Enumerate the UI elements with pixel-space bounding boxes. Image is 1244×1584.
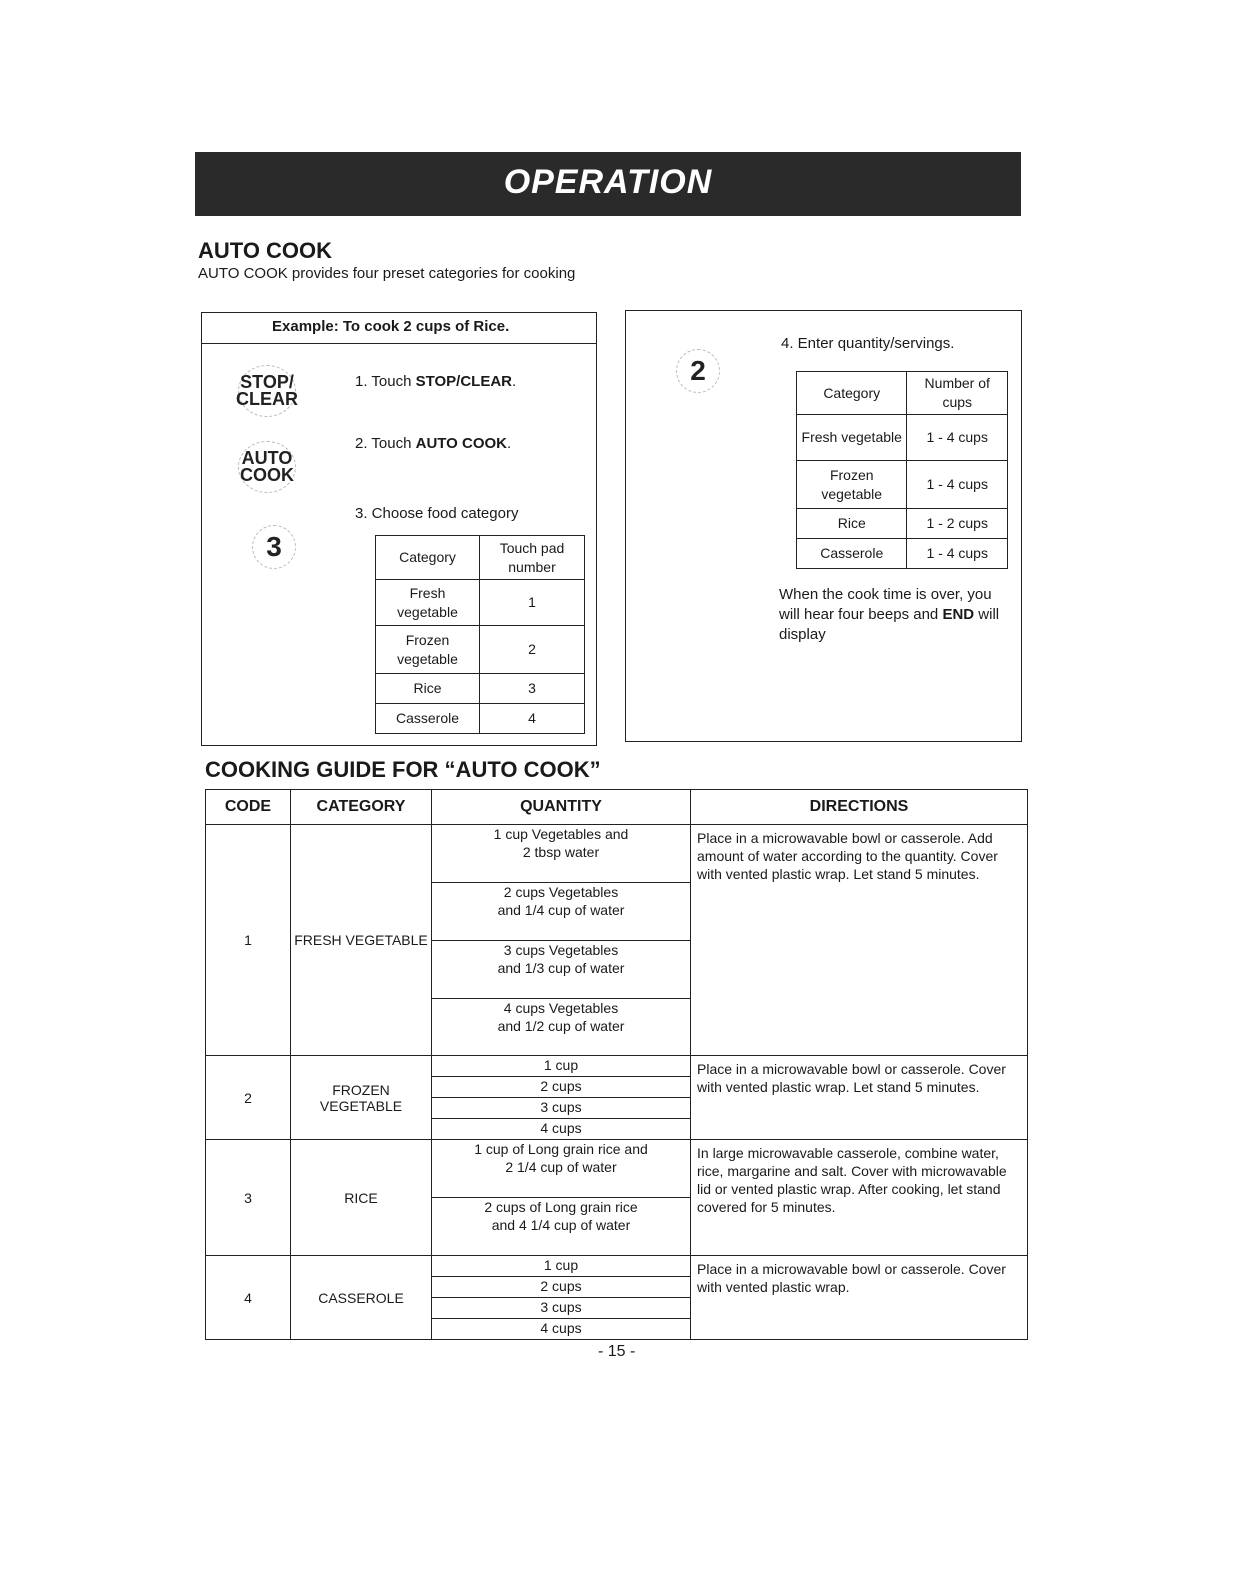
- touch-pad-table: [375, 535, 585, 734]
- guide-directions: Place in a microwavable bowl or casserole. Cover with vented plastic wrap.: [691, 1256, 1028, 1340]
- touch-pad-cell: Rice: [376, 674, 480, 704]
- touch-pad-header-category: Category: [376, 536, 480, 580]
- guide-category: FRESH VEGETABLE: [291, 825, 432, 1056]
- quantity-item: 1 cup: [432, 1256, 690, 1277]
- end-note-suffix: will display: [779, 606, 1000, 643]
- quantity-item: 3 cups Vegetables and 1/3 cup of water: [432, 941, 690, 999]
- quantity-item: 2 cups: [432, 1077, 690, 1098]
- touch-pad-cell: Casserole: [376, 704, 480, 734]
- quantity-item: 4 cups: [540, 1120, 582, 1136]
- step-1-prefix: 1. Touch: [355, 373, 416, 390]
- cups-cell: Casserole: [797, 539, 907, 569]
- table-row: [206, 825, 1028, 1056]
- guide-quantities: [432, 1140, 691, 1256]
- step-1-key: STOP/CLEAR: [415, 373, 513, 390]
- quantity-item: 2 cups: [432, 1277, 690, 1298]
- touch-pad-cell: Fresh vegetable: [376, 580, 480, 626]
- step-3: 3. Choose food category: [355, 505, 519, 522]
- guide-directions: Place in a microwavable bowl or casserole. Add amount of water according to the quantity. Cover with vented plastic wrap. Let stand 5 minutes.: [691, 825, 1028, 1056]
- cups-cell: 1 - 4 cups: [907, 415, 1008, 461]
- quantity-item: 3 cups: [432, 1298, 690, 1319]
- guide-header-quantity: QUANTITY: [432, 790, 691, 825]
- table-row: [206, 1056, 1028, 1140]
- guide-code: 3: [206, 1140, 291, 1256]
- banner-title: OPERATION: [503, 163, 713, 201]
- guide-header-category: CATEGORY: [291, 790, 432, 825]
- auto-cook-heading: AUTO COOK: [198, 238, 333, 263]
- touch-pad-cell: Frozen vegetable: [376, 626, 480, 674]
- guide-header-directions: DIRECTIONS: [691, 790, 1028, 825]
- cups-cell: Rice: [797, 509, 907, 539]
- cups-cell: 1 - 4 cups: [907, 539, 1008, 569]
- touch-pad-cell: 4: [480, 704, 585, 734]
- guide-code: 2: [206, 1056, 291, 1140]
- quantity-item: 3 cups: [432, 1098, 690, 1119]
- cups-header-number: Number of cups: [907, 372, 1008, 415]
- end-note-prefix: When the cook time is over, you will hear four beeps and: [779, 586, 992, 623]
- cooking-guide-heading: COOKING GUIDE FOR “AUTO COOK”: [205, 757, 601, 782]
- end-note: [779, 585, 1015, 645]
- quantity-item: 2 cups of Long grain rice and 4 1/4 cup of water: [484, 1199, 638, 1233]
- operation-banner: [195, 152, 1021, 216]
- touch-pad-cell: 2: [480, 626, 585, 674]
- guide-code: 1: [206, 825, 291, 1056]
- guide-category: RICE: [291, 1140, 432, 1256]
- cups-cell: 1 - 4 cups: [907, 461, 1008, 509]
- step-4: 4. Enter quantity/servings.: [781, 335, 955, 352]
- step-1: [355, 373, 516, 390]
- step-2-number-icon: 2: [676, 349, 720, 393]
- guide-quantities: [432, 1256, 691, 1340]
- example-panel: [201, 312, 597, 746]
- touch-pad-header-number: Touch pad number: [480, 536, 585, 580]
- quantity-item: 2 cups Vegetables and 1/4 cup of water: [432, 883, 690, 941]
- cups-cell: Frozen vegetable: [797, 461, 907, 509]
- number-of-cups-table: [796, 371, 1008, 569]
- step-1-suffix: .: [512, 373, 517, 390]
- guide-directions: Place in a microwavable bowl or casserole. Cover with vented plastic wrap. Let stand 5 minutes.: [691, 1056, 1028, 1140]
- guide-category: CASSEROLE: [291, 1256, 432, 1340]
- guide-category: FROZEN VEGETABLE: [291, 1056, 432, 1140]
- guide-directions: In large microwavable casserole, combine water, rice, margarine and salt. Cover with microwavable lid or vented plastic wrap. After cooking, let stand covered for 5 minutes.: [691, 1140, 1028, 1256]
- step-2-key: AUTO COOK: [415, 435, 508, 452]
- step-3-number-icon: 3: [252, 525, 296, 569]
- cooking-guide-table: [205, 789, 1028, 1340]
- quantity-item: 4 cups: [540, 1320, 582, 1336]
- page-number: - 15 -: [598, 1343, 636, 1360]
- guide-code: 4: [206, 1256, 291, 1340]
- quantity-item: 4 cups Vegetables and 1/2 cup of water: [497, 1000, 625, 1034]
- example-header: Example: To cook 2 cups of Rice.: [202, 313, 596, 344]
- guide-header-code: CODE: [206, 790, 291, 825]
- quantity-item: 1 cup of Long grain rice and 2 1/4 cup of water: [432, 1140, 690, 1198]
- table-row: [206, 1256, 1028, 1340]
- quantity-panel: [625, 310, 1022, 742]
- end-note-key: END: [942, 606, 975, 623]
- touch-pad-cell: 1: [480, 580, 585, 626]
- cups-header-category: Category: [797, 372, 907, 415]
- step-2: [355, 435, 511, 452]
- cups-cell: Fresh vegetable: [797, 415, 907, 461]
- auto-cook-button-icon: AUTO COOK: [238, 441, 296, 493]
- table-row: [206, 1140, 1028, 1256]
- touch-pad-cell: 3: [480, 674, 585, 704]
- guide-quantities: [432, 1056, 691, 1140]
- auto-cook-intro: AUTO COOK provides four preset categories for cooking: [198, 265, 576, 282]
- stop-clear-button-icon: STOP/ CLEAR: [238, 365, 296, 417]
- quantity-item: 1 cup: [432, 1056, 690, 1077]
- step-2-suffix: .: [507, 435, 512, 452]
- cups-cell: 1 - 2 cups: [907, 509, 1008, 539]
- step-2-prefix: 2. Touch: [355, 435, 416, 452]
- quantity-item: 1 cup Vegetables and 2 tbsp water: [432, 825, 690, 883]
- guide-quantities: [432, 825, 691, 1056]
